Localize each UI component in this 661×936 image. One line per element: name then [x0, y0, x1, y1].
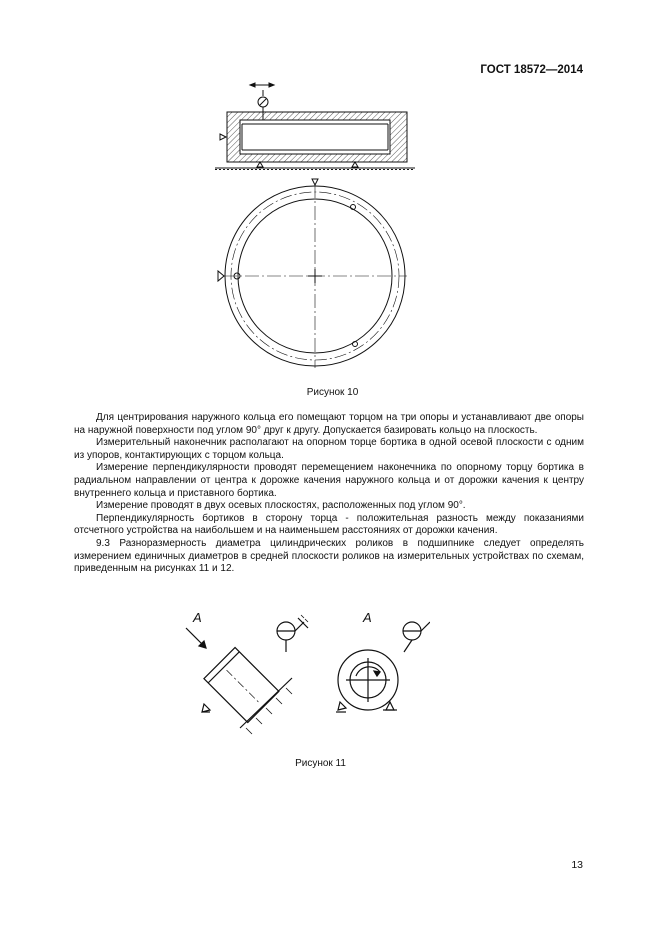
paragraph: Измерение проводят в двух осевых плоскостях, расположенных под углом 90°.	[96, 500, 466, 512]
view-label-a-left: А	[193, 610, 202, 625]
paragraph: Перпендикулярность бортиков в сторону торца - положительная разность между показаниями отсчетного устройства на наибольшем и на наименьшем расстояниях от дорожки качения.	[74, 512, 584, 537]
paragraph: 9.3 Разноразмерность диаметра цилиндрических роликов в подшипнике следует определять измерением единичных диаметров в средней плоскости роликов на измерительных устройствах по схемам, приведенным на рисунках 11 и 12.	[74, 537, 584, 575]
paragraph: Измерительный наконечник располагают на опорном торце бортика в одной осевой плоскости с одним из упоров, контактирующих с торцом кольца.	[74, 437, 584, 461]
figure-10-drawing	[200, 76, 430, 386]
paragraph: Для центрирования наружного кольца его помещают торцом на три опоры и устанавливают две опоры на наружной поверхности под углом 90° друг к другу. Допускается базировать кольцо на плоскость.	[74, 412, 584, 436]
figure-11-caption: Рисунок 11	[295, 758, 346, 769]
view-label-a-right: А	[363, 610, 372, 625]
page-number: 13	[571, 859, 583, 871]
figure-10-caption: Рисунок 10	[306, 387, 359, 398]
paragraph: Измерение перпендикулярности проводят перемещением наконечника по опорному торцу бортика в радиальном направлении от центра к дорожке качения наружного кольца и от дорожки качения к центру внутреннего кольца и приставного бортика.	[74, 462, 584, 499]
body-text	[74, 412, 584, 576]
standard-code: ГОСТ 18572—2014	[480, 64, 583, 76]
figure-11-drawing	[180, 600, 430, 750]
